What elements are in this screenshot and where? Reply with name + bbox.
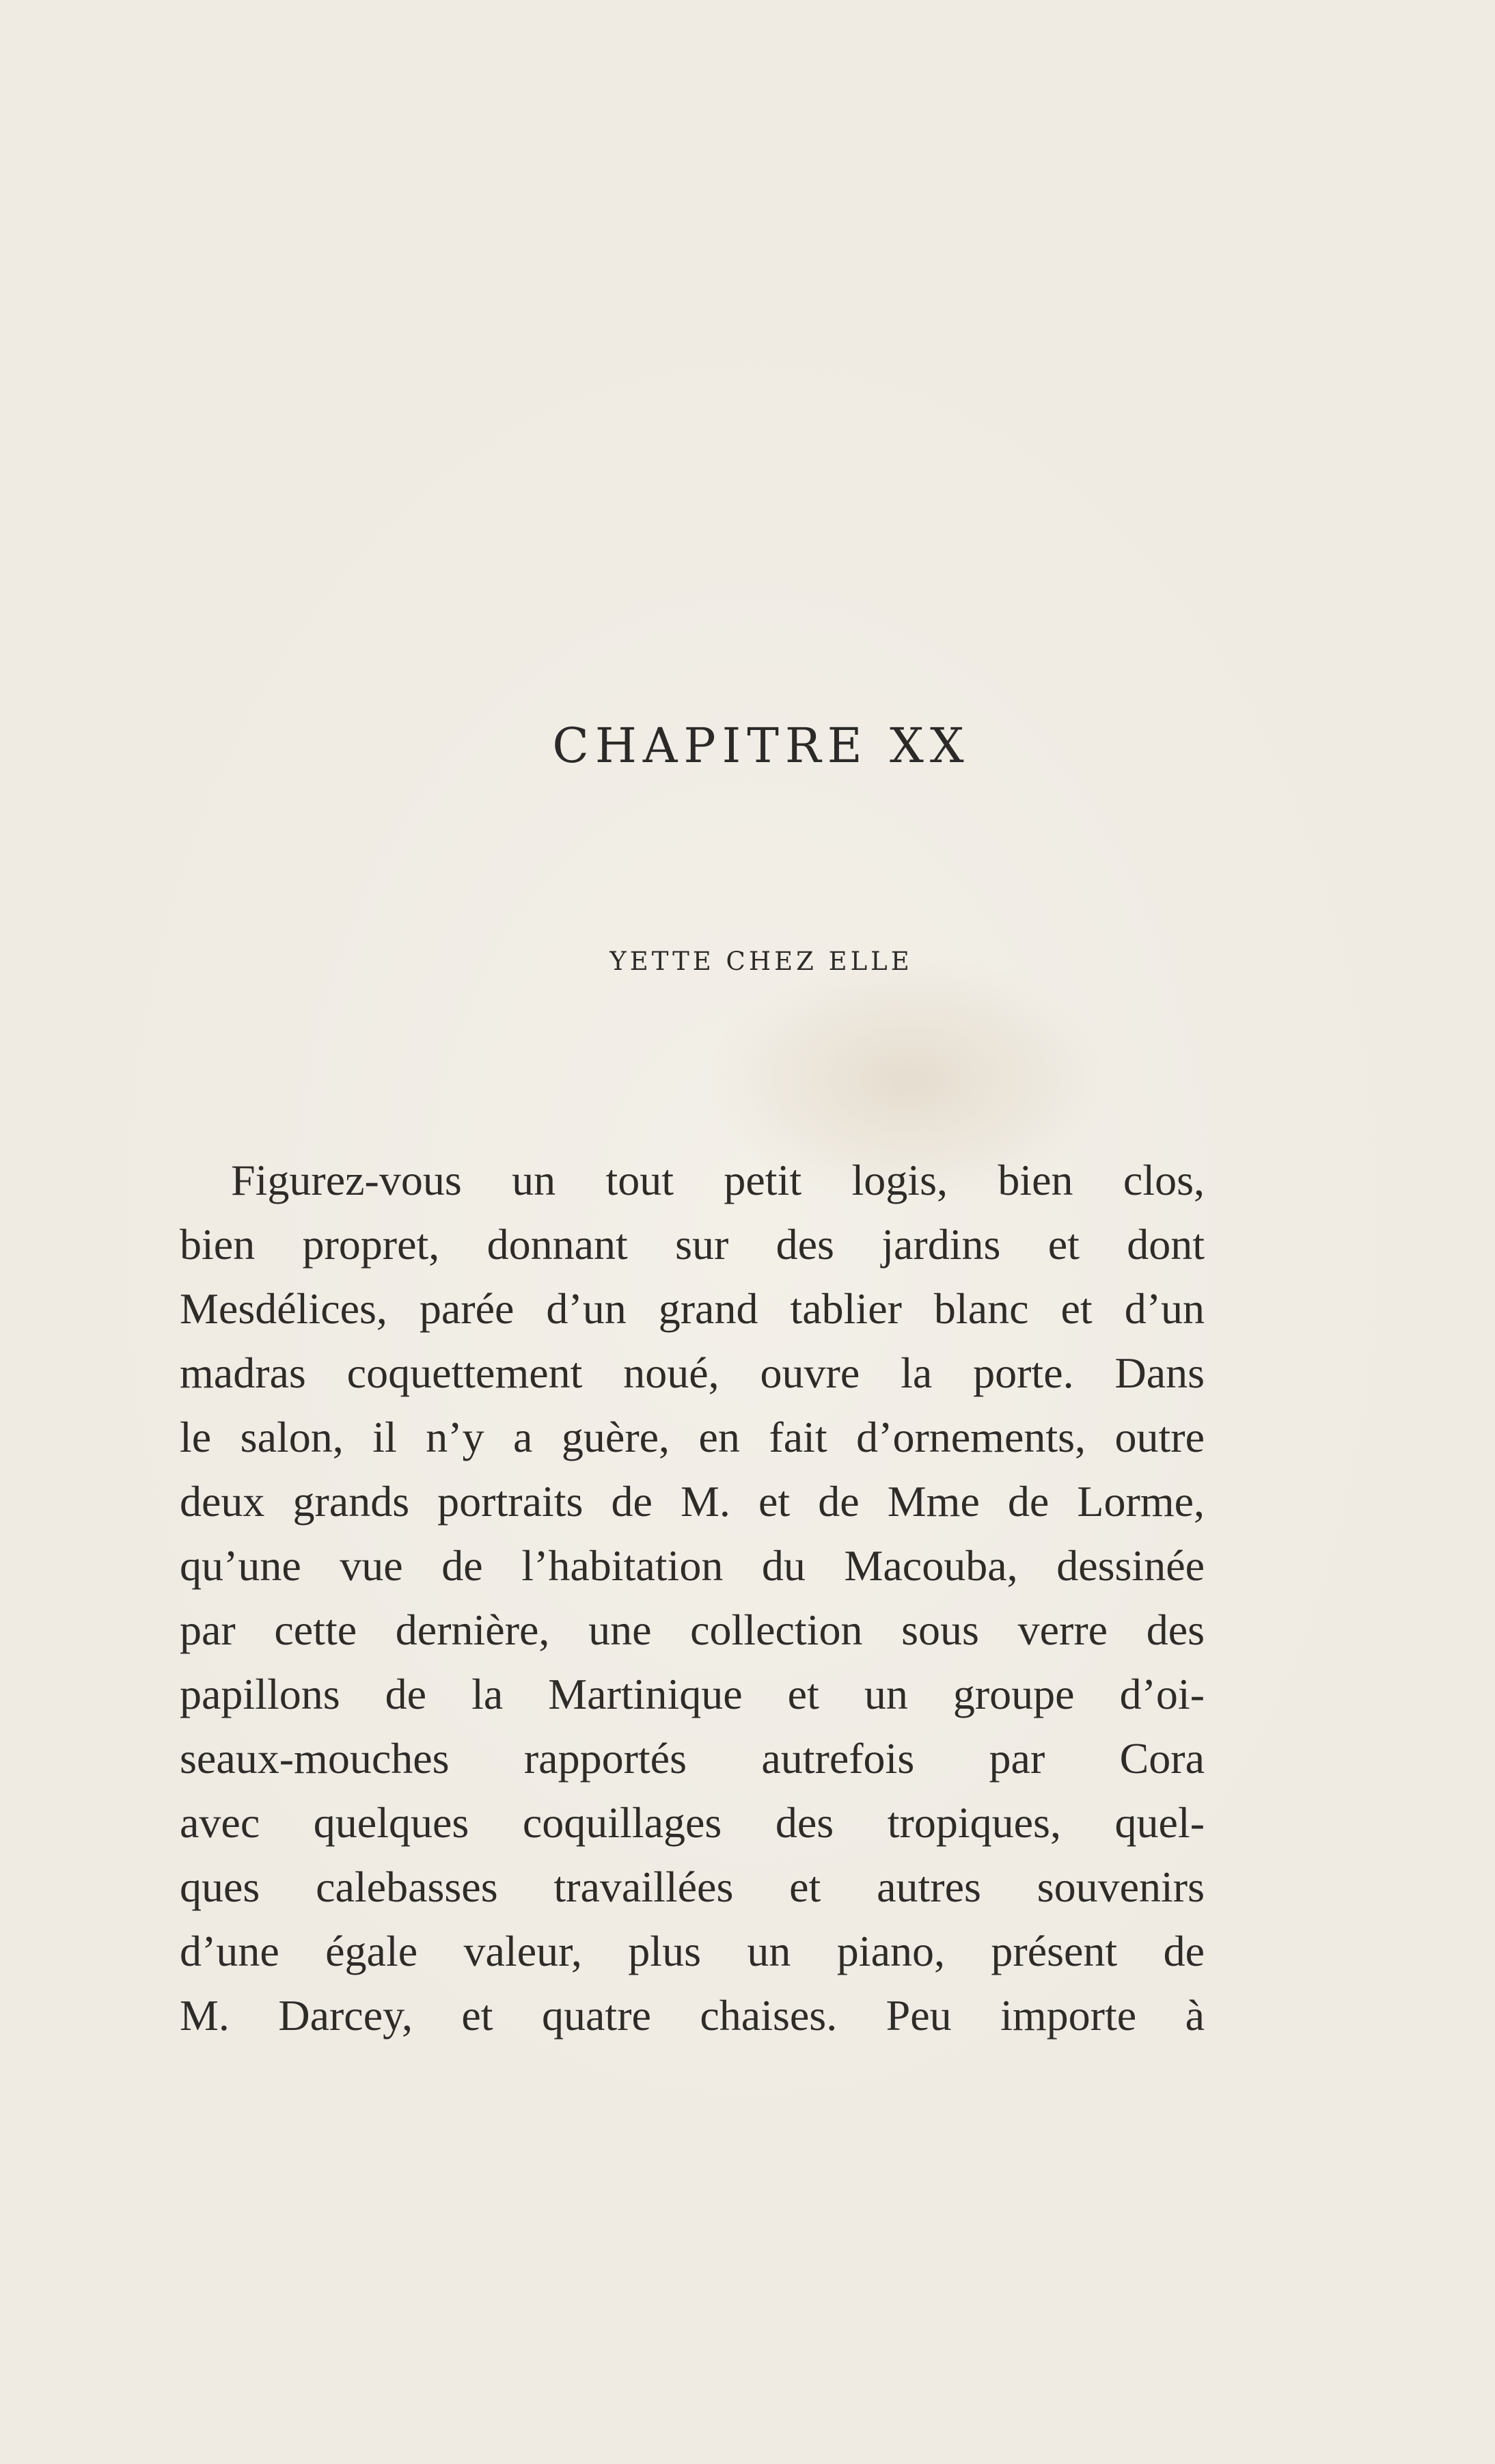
body-line: ques calebasses travaillées et autres souvenirs [180,1863,1205,1911]
body-line: d’une égale valeur, plus un piano, présent de [180,1927,1205,1975]
body-line: papillons de la Martinique et un groupe d’oi- [180,1670,1205,1718]
body-line: qu’une vue de l’habitation du Macouba, dessinée [180,1541,1205,1590]
body-line: deux grands portraits de M. et de Mme de Lorme, [180,1477,1205,1526]
body-line: M. Darcey, et quatre chaises. Peu importe à [180,1991,1205,2040]
chapter-subtitle: YETTE CHEZ ELLE [609,947,913,976]
body-line: le salon, il n’y a guère, en fait d’ornements, outre [180,1413,1205,1461]
body-line: Figurez-vous un tout petit logis, bien clos, [231,1156,1205,1204]
body-line: seaux-mouches rapportés autrefois par Cora [180,1734,1205,1783]
chapter-title: CHAPITRE XX [552,718,970,774]
body-line: avec quelques coquillages des tropiques, quel- [180,1798,1205,1847]
body-line: bien propret, donnant sur des jardins et dont [180,1220,1205,1269]
body-line: par cette dernière, une collection sous verre des [180,1606,1205,1654]
body-line: madras coquettement noué, ouvre la porte. Dans [180,1349,1205,1397]
chapter-body [180,1148,1205,2048]
body-line: Mesdélices, parée d’un grand tablier blanc et d’un [180,1284,1205,1333]
